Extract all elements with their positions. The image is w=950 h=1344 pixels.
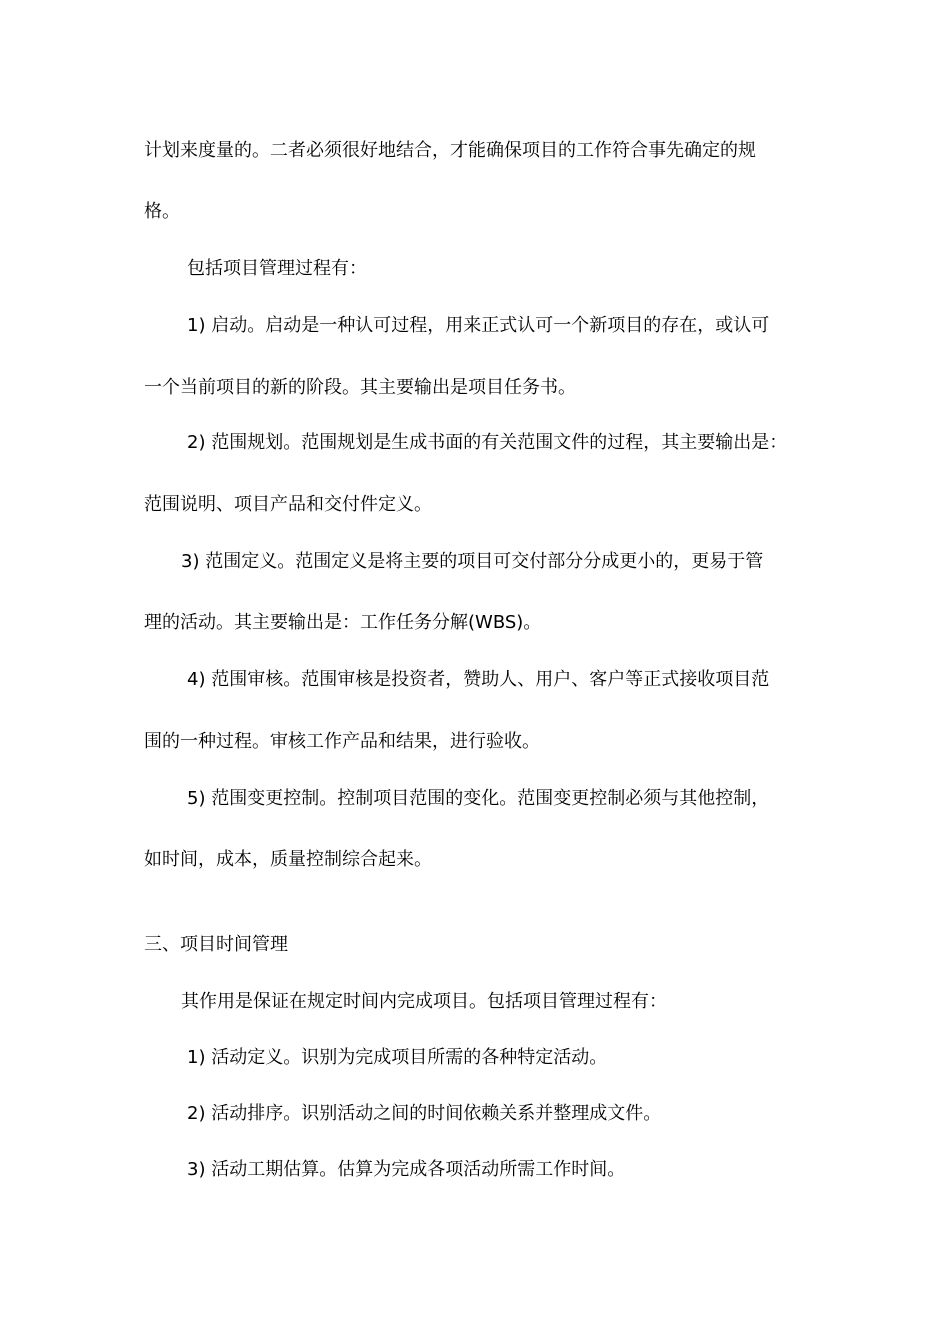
paragraph-line-18: 3) 活动工期估算。估算为完成各项活动所需工作时间。	[187, 1159, 626, 1180]
paragraph-line-4: 1) 启动。启动是一种认可过程，用来正式认可一个新项目的存在，或认可	[187, 315, 770, 336]
paragraph-line-16: 1) 活动定义。识别为完成项目所需的各种特定活动。	[187, 1047, 608, 1068]
paragraph-line-3: 包括项目管理过程有：	[187, 258, 367, 279]
paragraph-line-13: 如时间，成本，质量控制综合起来。	[144, 849, 432, 870]
paragraph-line-6: 2) 范围规划。范围规划是生成书面的有关范围文件的过程，其主要输出是：	[187, 432, 788, 453]
paragraph-line-2: 格。	[144, 201, 180, 222]
paragraph-line-5: 一个当前项目的新的阶段。其主要输出是项目任务书。	[144, 377, 576, 398]
paragraph-line-17: 2) 活动排序。识别活动之间的时间依赖关系并整理成文件。	[187, 1103, 662, 1124]
section-heading: 三、项目时间管理	[144, 934, 288, 955]
paragraph-line-15: 其作用是保证在规定时间内完成项目。包括项目管理过程有：	[181, 991, 667, 1012]
paragraph-line-12: 5) 范围变更控制。控制项目范围的变化。范围变更控制必须与其他控制，	[187, 788, 770, 809]
paragraph-line-1: 计划来度量的。二者必须很好地结合，才能确保项目的工作符合事先确定的规	[144, 140, 756, 161]
paragraph-line-10: 4) 范围审核。范围审核是投资者，赞助人、用户、客户等正式接收项目范	[187, 669, 770, 690]
paragraph-line-7: 范围说明、项目产品和交付件定义。	[144, 494, 432, 515]
paragraph-line-8: 3) 范围定义。范围定义是将主要的项目可交付部分分成更小的，更易于管	[181, 551, 764, 572]
paragraph-line-11: 围的一种过程。审核工作产品和结果，进行验收。	[144, 731, 540, 752]
paragraph-line-9: 理的活动。其主要输出是：工作任务分解(WBS)。	[144, 612, 542, 633]
